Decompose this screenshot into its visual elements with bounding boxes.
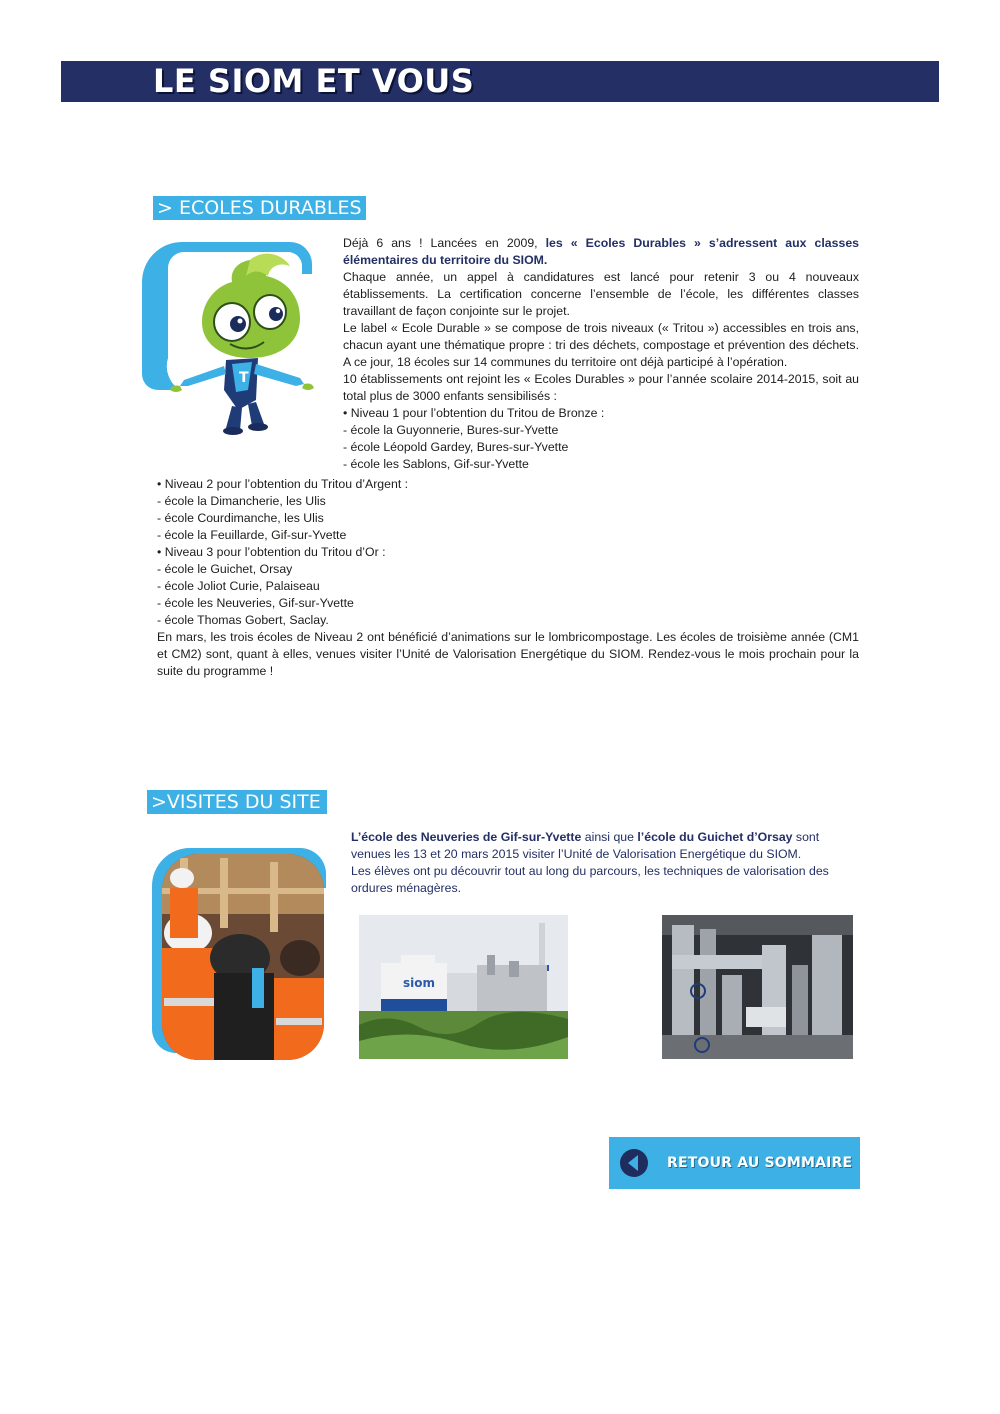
visit-photo-frame (150, 848, 330, 1063)
back-arrow-icon (619, 1148, 649, 1178)
list-item: - école les Sablons, Gif-sur-Yvette (343, 457, 529, 471)
list-item: • Niveau 3 pour l’obtention du Tritou d’Or : (157, 545, 386, 559)
back-to-summary-label: RETOUR AU SOMMAIRE (667, 1155, 853, 1171)
siom-sign-text: siom (403, 976, 436, 990)
visites-plain-1: ainsi que (581, 830, 638, 844)
section-tag-visites-du-site: >VISITES DU SITE (147, 790, 327, 814)
list-item: - école Léopold Gardey, Bures-sur-Yvette (343, 440, 569, 454)
ecoles-durables-text-bottom (157, 476, 859, 680)
list-item: - école les Neuveries, Gif-sur-Yvette (157, 596, 354, 610)
ecoles-durables-text-top (343, 235, 859, 473)
ecoles-intro (343, 235, 859, 269)
visites-plain-2: sont venues les 13 et 20 mars 2015 visiter l’Unité de Valorisation Energétique du SIOM. (351, 830, 820, 861)
list-item: - école la Dimancherie, les Ulis (157, 494, 326, 508)
list-item: - école la Feuillarde, Gif-sur-Yvette (157, 528, 347, 542)
list-item: - école Joliot Curie, Palaiseau (157, 579, 320, 593)
ecoles-paragraph-2: Le label « Ecole Durable » se compose de trois niveaux (« Tritou ») accessibles en trois ans, chacun ayant une thématique propre : tri des déchets, compostage et prévention des déchets. A ce jour, 18 écoles sur 14 communes du territoire ont déjà participé à l’opération. (343, 321, 859, 369)
visites-bold-1: L’école des Neuveries de Gif-sur-Yvette (351, 830, 582, 844)
header-banner (61, 61, 939, 102)
svg-text:T: T (239, 370, 249, 386)
visites-bold-2: l’école du Guichet d’Orsay (637, 830, 793, 844)
page-title: LE SIOM ET VOUS (153, 62, 475, 100)
tritou-mascot-illustration (140, 240, 320, 436)
visites-du-site-text (351, 829, 861, 897)
ecoles-paragraph-1: Chaque année, un appel à candidatures est lancé pour retenir 3 ou 4 nouveaux établissements. La certification concerne l’ensemble de l’école, les différentes classes travaillant de façon conjointe sur le projet. (343, 270, 859, 318)
ecoles-paragraph-3: 10 établissements ont rejoint les « Ecoles Durables » pour l’année scolaire 2014-2015, soit au total plus de 3000 enfants sensibilisés : (343, 372, 859, 403)
ecoles-intro-plain: Déjà 6 ans ! Lancées en 2009, (343, 236, 546, 250)
list-item: - école la Guyonnerie, Bures-sur-Yvette (343, 423, 559, 437)
plant-interior-pipes-photo (662, 915, 853, 1059)
list-item: - école le Guichet, Orsay (157, 562, 293, 576)
visites-paragraph-2: Les élèves ont pu découvrir tout au long du parcours, les techniques de valorisation des ordures ménagères. (351, 864, 829, 895)
ecoles-closing-paragraph: En mars, les trois écoles de Niveau 2 ont bénéficié d’animations sur le lombricompostage. Les écoles de troisième année (CM1 et CM2) sont, quant à elles, venues visiter l’Unité de Valorisation Energétique du SIOM. Rendez-vous le mois prochain pour la suite du programme ! (157, 630, 859, 678)
visites-paragraph-1 (351, 829, 861, 863)
list-item: - école Thomas Gobert, Saclay. (157, 613, 329, 627)
list-item: - école Courdimanche, les Ulis (157, 511, 324, 525)
back-to-summary-button[interactable] (609, 1137, 860, 1189)
section-tag-ecoles-durables: > ECOLES DURABLES (153, 196, 366, 220)
list-item: • Niveau 1 pour l’obtention du Tritou de Bronze : (343, 406, 605, 420)
list-item: • Niveau 2 pour l’obtention du Tritou d’Argent : (157, 477, 409, 491)
siom-plant-photo (359, 915, 568, 1059)
ecoles-intro-bold: les « Ecoles Durables » s’adressent aux classes élémentaires du territoire du SIOM. (343, 236, 859, 267)
